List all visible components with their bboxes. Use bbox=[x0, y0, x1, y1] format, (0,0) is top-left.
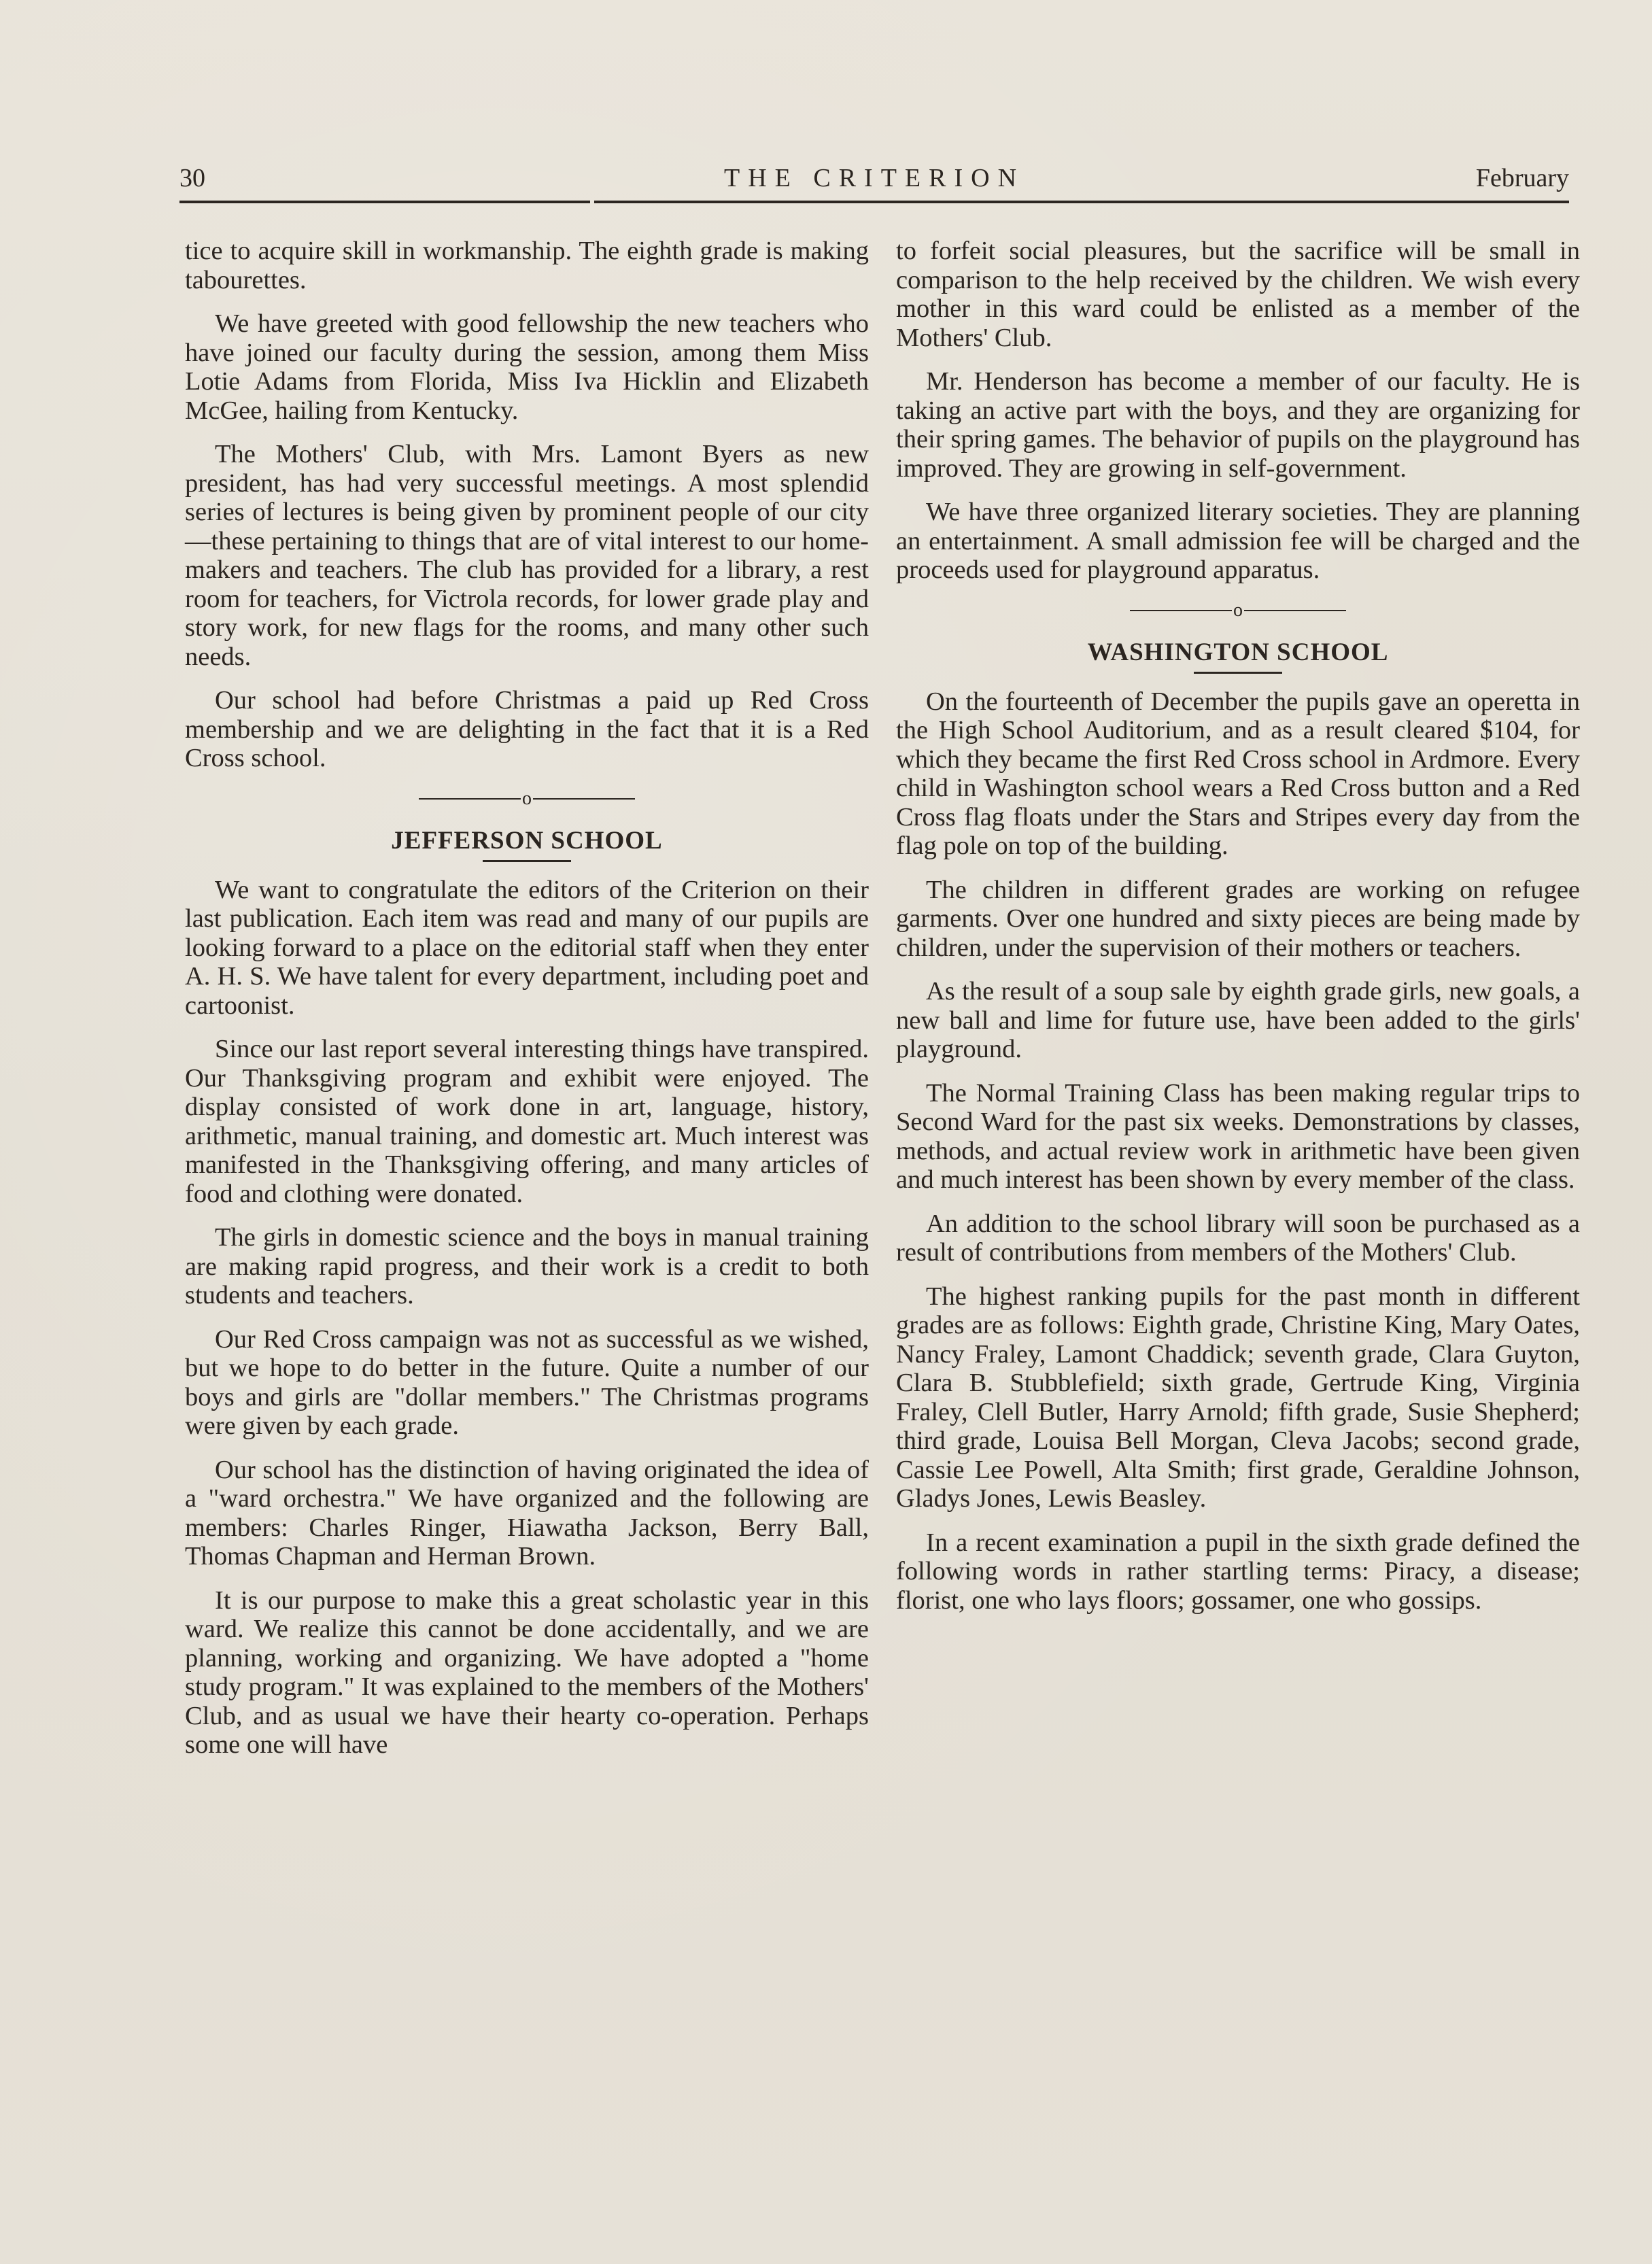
page-number: 30 bbox=[179, 164, 205, 192]
paragraph: The Mothers' Club, with Mrs. Lamont Byers as new president, has had very successful meetings. A most splendid series of lectures is being given by prominent people of our city—these pertaining to things that are of vital interest to our home-makers and teachers. The club has provided for a library, a rest room for teachers, for Victrola records, for lower grade play and story work, for new flags for the rooms, and many other such needs. bbox=[185, 440, 869, 671]
paragraph: We want to congratulate the editors of the Criterion on their last publication. Each item was read and many of our pupils are looking forward to a place on the editorial staff when they enter A. H. S. We have talent for every department, including poet and cartoonist. bbox=[185, 875, 869, 1020]
paragraph: On the fourteenth of December the pupils gave an operetta in the High School Auditorium, and as a result cleared $104, for which they became the first Red Cross school in Ardmore. Every child in Washington school wears a Red Cross button and a Red Cross flag floats under the Stars and Stripes every day from the flag pole on top of the building. bbox=[896, 687, 1580, 861]
running-head bbox=[179, 158, 1569, 199]
issue-month: February bbox=[1475, 164, 1569, 192]
separator-line bbox=[1244, 610, 1346, 611]
paragraph: Our school had before Christmas a paid up Red Cross membership and we are delighting in the fact that it is a Red Cross school. bbox=[185, 686, 869, 772]
header-rule-right bbox=[594, 201, 1569, 203]
paragraph: Our school has the distinction of having originated the idea of a "ward orchestra." We have organized and the following are members: Charles Ringer, Hiawatha Jackson, Berry Ball, Thomas Chapman and Herman Brown. bbox=[185, 1455, 869, 1571]
title-underline bbox=[483, 860, 571, 862]
separator-line bbox=[419, 798, 521, 800]
paragraph: We have greeted with good fellowship the new teachers who have joined our faculty during the session, among them Miss Lotie Adams from Florida, Miss Iva Hicklin and Elizabeth McGee, hailing from Kentucky. bbox=[185, 309, 869, 425]
paragraph: to forfeit social pleasures, but the sacrifice will be small in comparison to the help received by the children. We wish every mother in this ward could be enlisted as a member of the Mothers' Club. bbox=[896, 237, 1580, 352]
separator-mark: o bbox=[1233, 600, 1243, 621]
section-title-jefferson: JEFFERSON SCHOOL bbox=[391, 827, 663, 855]
paragraph: An addition to the school library will soon be purchased as a result of contributions from members of the Mothers' Club. bbox=[896, 1209, 1580, 1267]
paragraph: The girls in domestic science and the boys in manual training are making rapid progress, and their work is a credit to both students and teachers. bbox=[185, 1223, 869, 1310]
paragraph: In a recent examination a pupil in the sixth grade defined the following words in rather startling terms: Piracy, a disease; florist, one who lays floors; gossamer, one who gossips. bbox=[896, 1528, 1580, 1615]
paragraph: As the result of a soup sale by eighth grade girls, new goals, a new ball and lime for future use, have been added to the girls' playground. bbox=[896, 977, 1580, 1064]
separator-line bbox=[1130, 610, 1232, 611]
paragraph: The Normal Training Class has been making regular trips to Second Ward for the past six weeks. Demonstrations by classes, methods, and actual review work in arithmetic have been given and much interest has been shown by every member of the class. bbox=[896, 1078, 1580, 1195]
right-column bbox=[896, 237, 1580, 1630]
separator-mark: o bbox=[522, 788, 532, 810]
separator-line bbox=[533, 798, 635, 800]
journal-title: THE CRITERION bbox=[723, 164, 1025, 192]
paragraph: tice to acquire skill in workmanship. The eighth grade is making tabourettes. bbox=[185, 237, 869, 294]
paragraph: Our Red Cross campaign was not as successful as we wished, but we hope to do better in the future. Quite a number of our boys and girls are "dollar members." The Christmas programs were given by each grade. bbox=[185, 1324, 869, 1441]
paragraph: Since our last report several interesting things have transpired. Our Thanksgiving program and exhibit were enjoyed. The display consisted of work done in art, language, history, arithmetic, manual training, and domestic art. Much interest was manifested in the Thanksgiving offering, and many articles of food and clothing were donated. bbox=[185, 1035, 869, 1208]
section-separator bbox=[896, 600, 1580, 621]
section-separator bbox=[185, 788, 869, 810]
header-rule-left bbox=[179, 201, 590, 203]
paragraph: The highest ranking pupils for the past month in different grades are as follows: Eighth grade, Christine King, Mary Oates, Nancy Fraley, Lamont Chaddick; seventh grade, Clara Guyton, Clara B. Stubblefield; sixth grade, Gertrude King, Virginia Fraley, Clell Butler, Harry Arnold; fifth grade, Susie Shepherd; third grade, Louisa Bell Morgan, Cleva Jacobs; second grade, Cassie Lee Powell, Alta Smith; first grade, Geraldine Johnson, Gladys Jones, Lewis Beasley. bbox=[896, 1282, 1580, 1513]
section-title-washington: WASHINGTON SCHOOL bbox=[1087, 638, 1389, 667]
paragraph: We have three organized literary societies. They are planning an entertainment. A small admission fee will be charged and the proceeds used for playground apparatus. bbox=[896, 498, 1580, 584]
paragraph: The children in different grades are working on refugee garments. Over one hundred and sixty pieces are being made by children, under the supervision of their mothers or teachers. bbox=[896, 875, 1580, 962]
left-column bbox=[185, 237, 869, 1774]
paragraph: Mr. Henderson has become a member of our faculty. He is taking an active part with the boys, and they are organizing for their spring games. The behavior of pupils on the playground has improved. They are growing in self-government. bbox=[896, 367, 1580, 483]
title-underline bbox=[1194, 672, 1282, 674]
paragraph: It is our purpose to make this a great scholastic year in this ward. We realize this cannot be done accidentally, and we are planning, working and organizing. We have adopted a "home study program." It was explained to the members of the Mothers' Club, and as usual we have their hearty co-operation. Perhaps some one will have bbox=[185, 1585, 869, 1760]
